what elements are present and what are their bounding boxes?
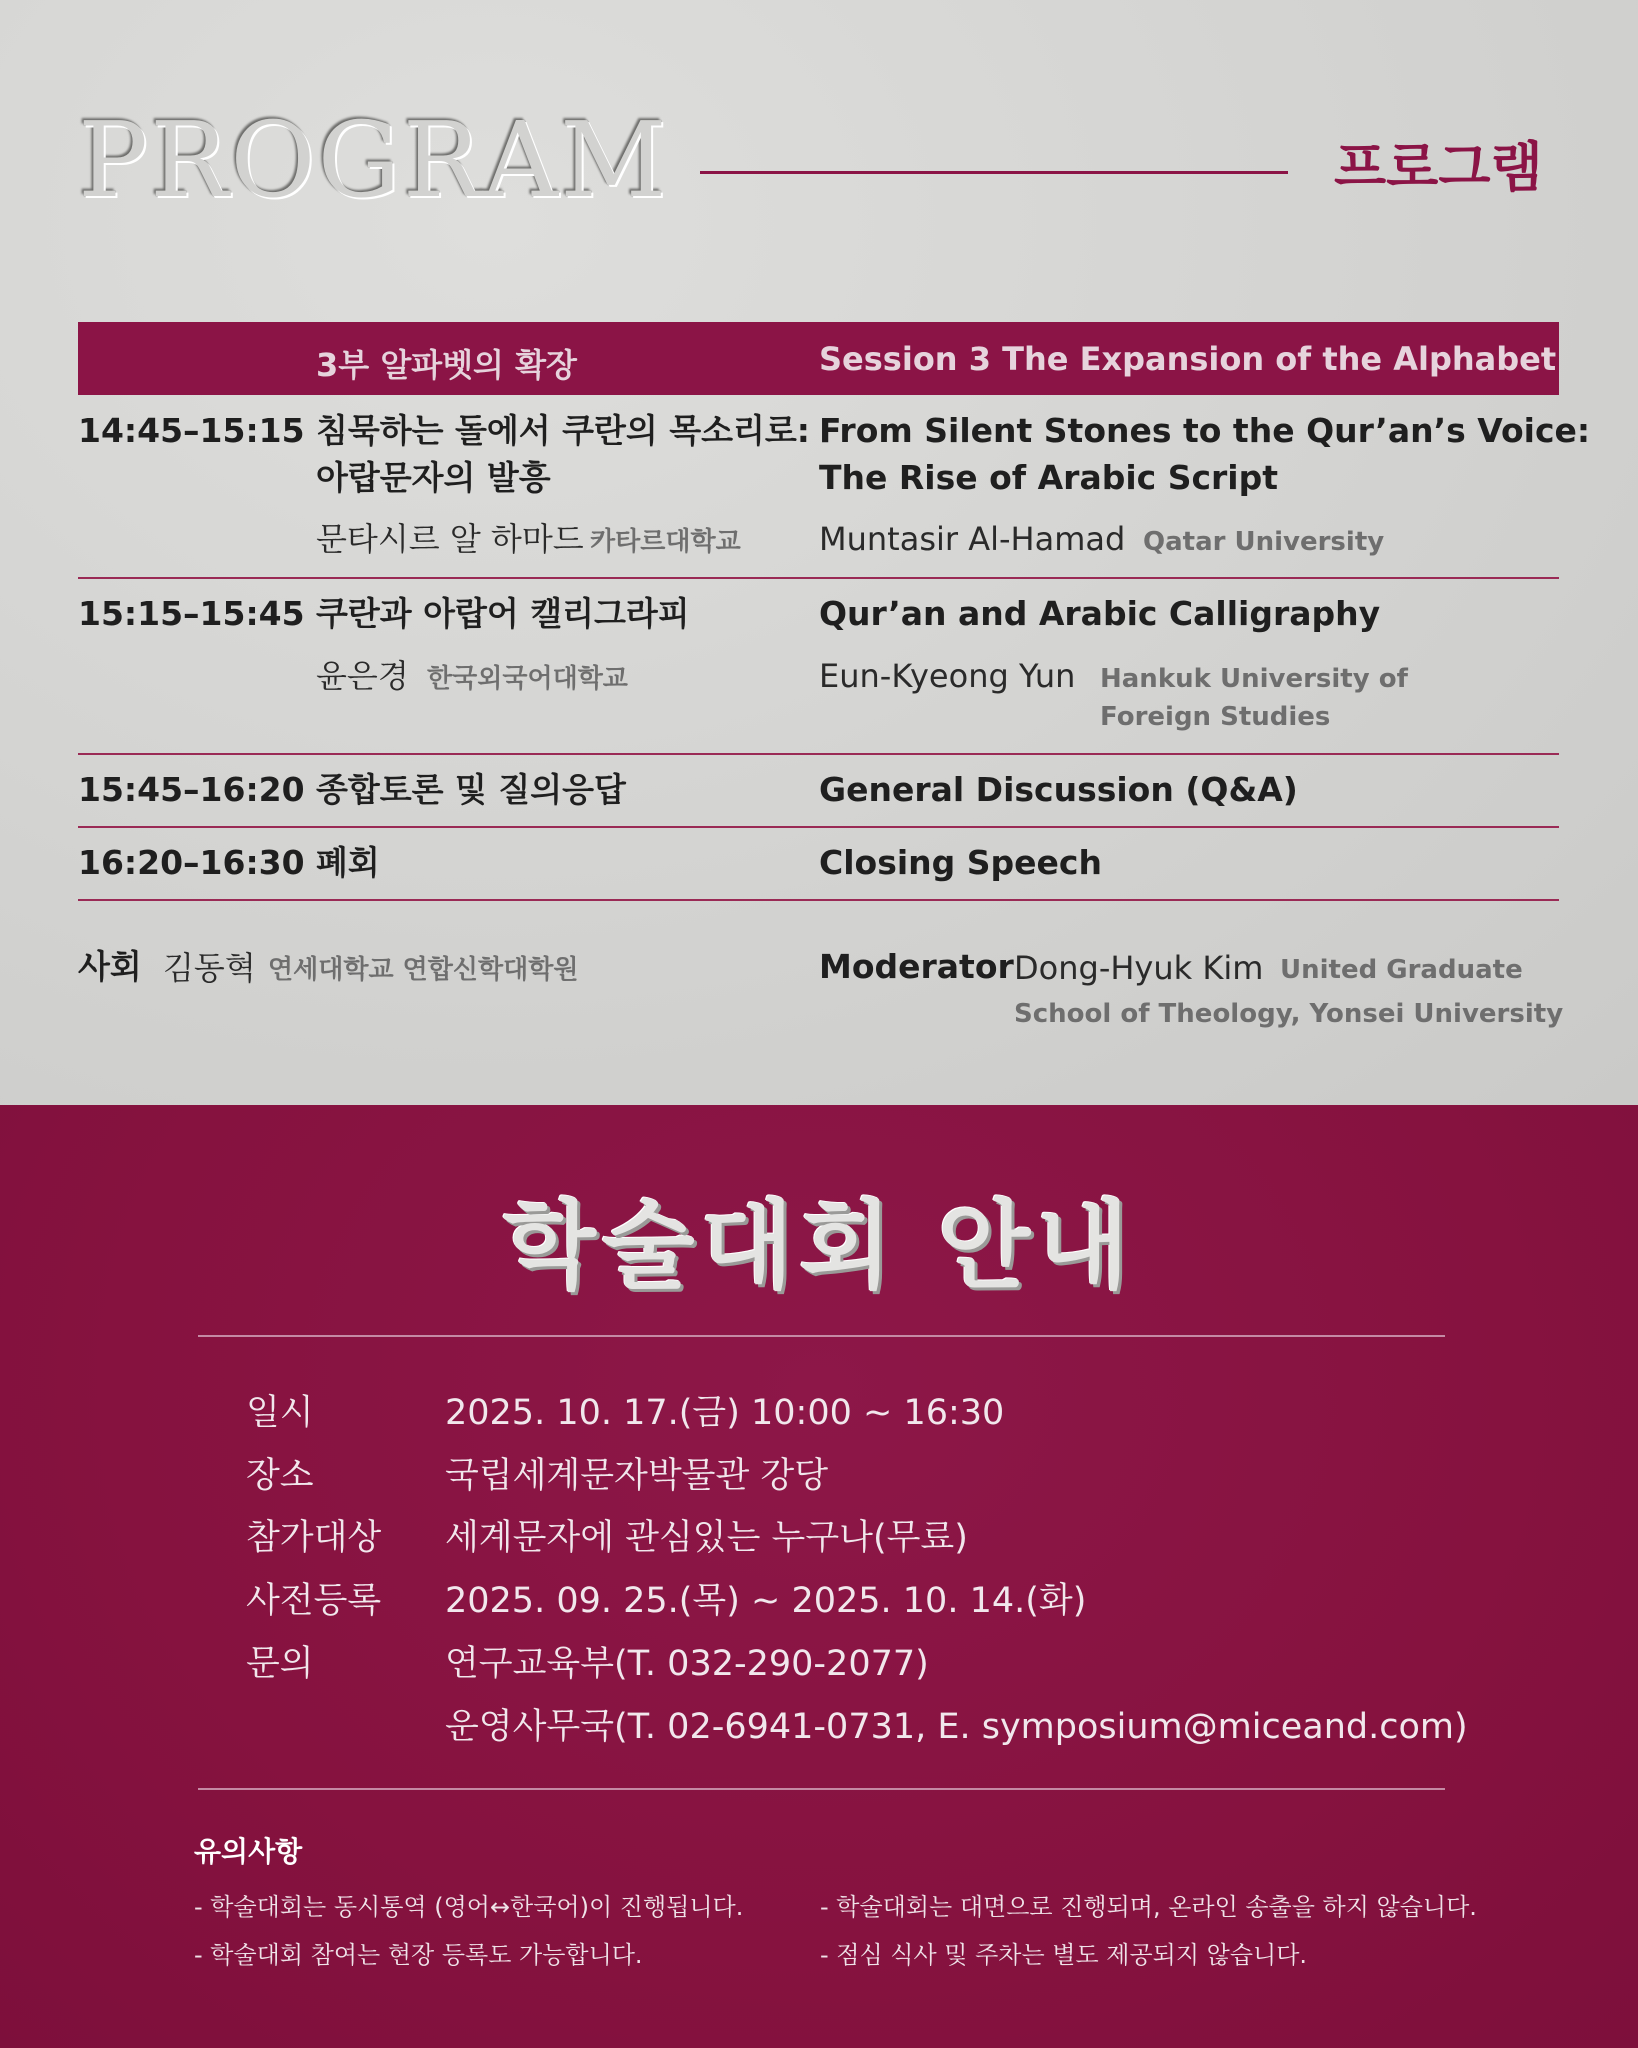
- moderator-label-ko: 사회: [78, 947, 142, 986]
- program-title-en: PROGRAM: [78, 99, 669, 221]
- row-title-en: The Rise of Arabic Script: [819, 458, 1279, 497]
- row-divider: [78, 826, 1559, 828]
- row-title-ko: 폐회: [316, 843, 380, 882]
- speaker-affil-ko: 한국외국어대학교: [427, 664, 628, 694]
- info-value-date: 2025. 10. 17.(금) 10:00 ~ 16:30: [445, 1393, 1005, 1433]
- row-divider: [78, 753, 1559, 755]
- row-title-en: From Silent Stones to the Qur’an’s Voice:: [819, 411, 1591, 450]
- speaker-affil-en: Foreign Studies: [1100, 702, 1331, 732]
- header-divider: [700, 171, 1288, 174]
- speaker-affil-en: Qatar University: [1143, 527, 1385, 557]
- moderator-affil-en: United Graduate: [1280, 955, 1523, 985]
- note-item: - 학술대회는 동시통역 (영어↔한국어)이 진행됩니다.: [194, 1893, 744, 1921]
- info-value-venue: 국립세계문자박물관 강당: [445, 1456, 829, 1496]
- notes-heading: 유의사항: [194, 1835, 303, 1868]
- info-divider-top: [198, 1335, 1445, 1337]
- row-divider: [78, 899, 1559, 901]
- row-title-ko: 아랍문자의 발흥: [316, 458, 551, 497]
- info-label-registration: 사전등록: [246, 1581, 382, 1621]
- info-label-contact: 문의: [246, 1644, 314, 1684]
- moderator-label-en: Moderator: [819, 947, 1014, 986]
- row-title-en: General Discussion (Q&A): [819, 770, 1298, 809]
- row-title-ko: 침묵하는 돌에서 쿠란의 목소리로:: [316, 411, 810, 450]
- row-time: 15:15–15:45: [78, 594, 305, 633]
- row-time: 15:45–16:20: [78, 770, 305, 809]
- row-divider: [78, 577, 1559, 579]
- note-item: - 학술대회 참여는 현장 등록도 가능합니다.: [194, 1941, 643, 1969]
- info-label-audience: 참가대상: [246, 1518, 382, 1558]
- moderator-affil-ko: 연세대학교 연합신학대학원: [268, 955, 579, 985]
- moderator-name-ko: 김동혁: [163, 949, 256, 987]
- speaker-affil-en: Hankuk University of: [1100, 664, 1408, 694]
- info-label-venue: 장소: [246, 1456, 314, 1496]
- info-divider-bottom: [198, 1788, 1445, 1790]
- row-time: 16:20–16:30: [78, 843, 305, 882]
- info-value-audience: 세계문자에 관심있는 누구나(무료): [445, 1518, 968, 1558]
- info-label-date: 일시: [246, 1393, 314, 1433]
- row-time: 14:45–15:15: [78, 411, 305, 450]
- note-item: - 점심 식사 및 주차는 별도 제공되지 않습니다.: [820, 1941, 1308, 1969]
- info-value-contact: 연구교육부(T. 032-290-2077): [445, 1644, 929, 1684]
- note-item: - 학술대회는 대면으로 진행되며, 온라인 송출을 하지 않습니다.: [820, 1893, 1477, 1921]
- moderator-affil-en: School of Theology, Yonsei University: [1014, 999, 1564, 1029]
- session-header-bar: [78, 322, 1559, 395]
- speaker-name-en: Muntasir Al-Hamad: [819, 520, 1126, 558]
- speaker-name-ko: 윤은경: [316, 657, 409, 695]
- moderator-name-en: Dong-Hyuk Kim: [1014, 949, 1264, 987]
- program-title-ko: 프로그램: [1334, 135, 1543, 199]
- speaker-affil-ko: 카타르대학교: [590, 527, 741, 557]
- info-title: 학술대회 안내: [503, 1190, 1135, 1302]
- row-title-en: Qur’an and Arabic Calligraphy: [819, 594, 1381, 633]
- speaker-name-en: Eun-Kyeong Yun: [819, 657, 1076, 695]
- session-label-en: Session 3 The Expansion of the Alphabet: [819, 340, 1557, 378]
- info-value-contact-office: 운영사무국(T. 02-6941-0731, E. symposium@miceand.com): [445, 1707, 1468, 1747]
- session-label-ko: 3부 알파벳의 확장: [316, 346, 577, 384]
- row-title-ko: 쿠란과 아랍어 캘리그라피: [316, 594, 690, 633]
- speaker-name-ko: 문타시르 알 하마드: [316, 520, 584, 558]
- row-title-en: Closing Speech: [819, 843, 1102, 882]
- row-title-ko: 종합토론 및 질의응답: [316, 770, 626, 809]
- info-value-registration: 2025. 09. 25.(목) ~ 2025. 10. 14.(화): [445, 1581, 1087, 1621]
